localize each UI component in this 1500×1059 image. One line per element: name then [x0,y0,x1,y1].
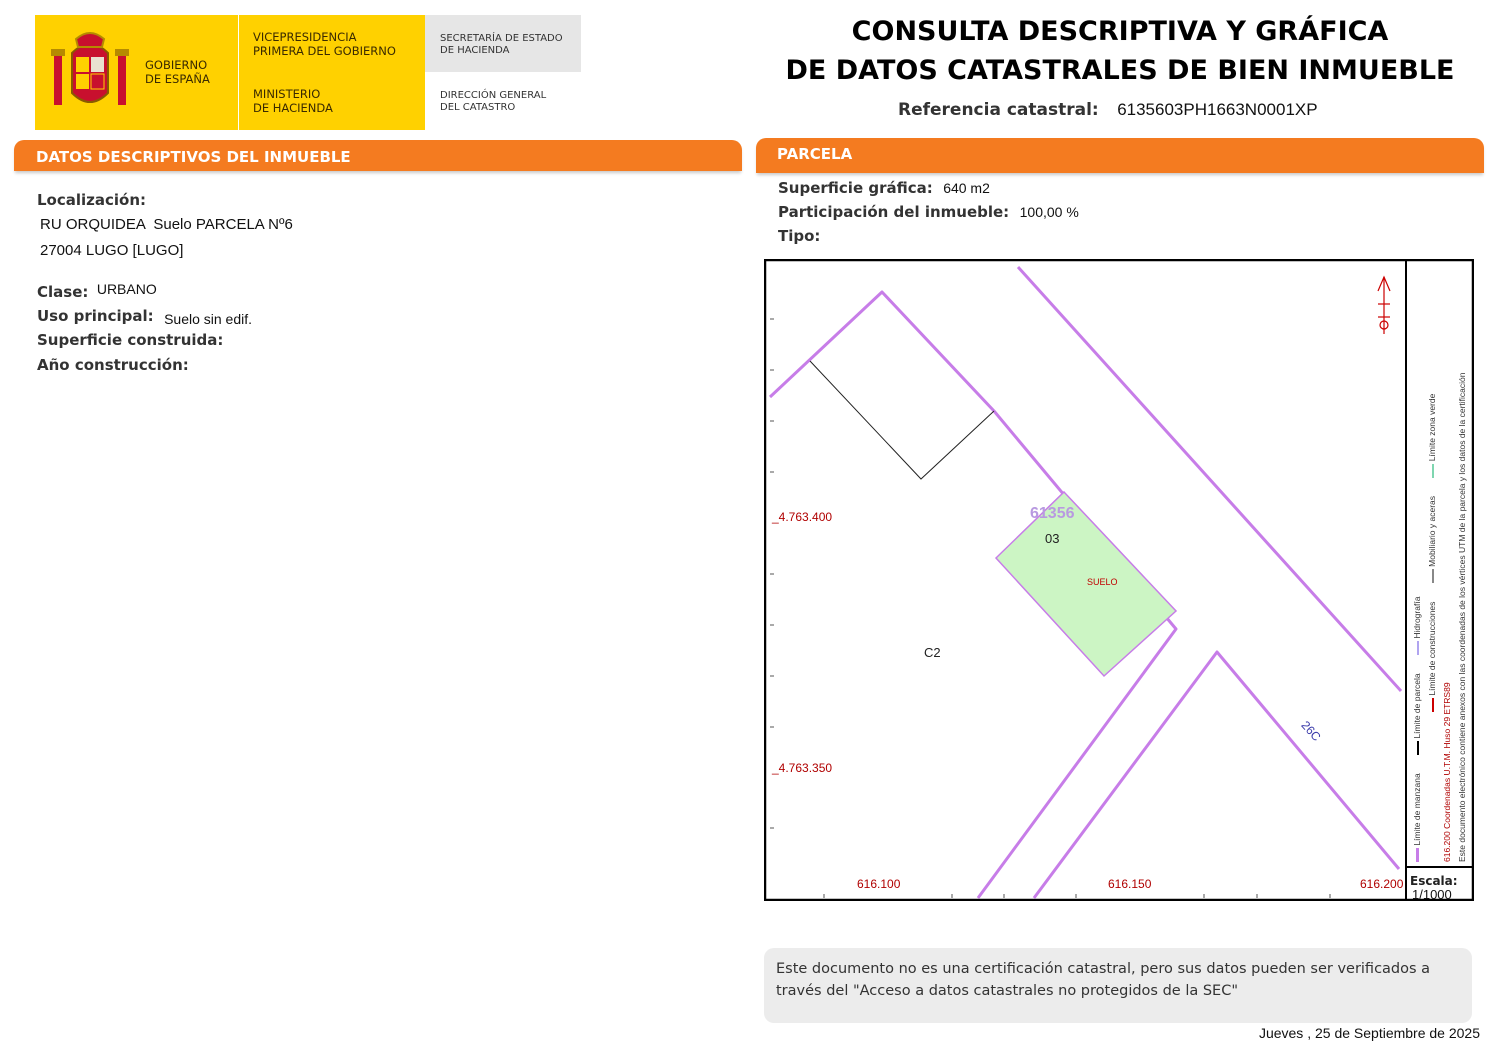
parcela-band [756,138,1484,173]
legend-coords: 616.200 Coordenadas U.T.M. Huso 29 ETRS89 [1442,682,1452,862]
legend-note: Este documento electrónico contiene anexos con las coordenadas de los vértices UTM de la parcela y los datos de la certificación [1457,372,1467,862]
datos-descriptivos-band [14,140,742,171]
referencia-row [898,100,1318,120]
verification-note [764,948,1472,1023]
vicepresidencia-line1: VICEPRESIDENCIA [253,30,357,44]
direccion-line1: RU ORQUIDEA Suelo PARCELA Nº6 [40,216,293,233]
participacion-label: Participación del inmueble: [778,203,1010,221]
y-coord-1: _4.763.400 [772,510,833,524]
uso-row [37,307,252,326]
superficie-grafica-value: 640 m2 [943,180,990,196]
anio-construccion-label: Año construcción: [37,356,189,374]
map-legend [1407,259,1473,866]
legend-rotated [1410,262,1470,862]
secretaria-line1: SECRETARÍA DE ESTADO [440,33,563,44]
clase-row [37,283,157,302]
direccion-line2: DEL CATASTRO [440,102,516,113]
legend-zona-verde: Límite zona verde [1427,393,1437,462]
legend-row-4 [1455,262,1470,862]
page-title-line2: DE DATOS CATASTRALES DE BIEN INMUEBLE [785,55,1455,86]
coat-of-arms-icon [46,27,134,115]
verification-note-line2: través del "Acceso a datos catastrales no protegidos de la SEC" [776,983,1239,999]
escala-value: 1/1000 [1412,887,1452,902]
legend-mobiliario: Mobiliario y aceras [1427,495,1437,567]
y-coord-2: _4.763.350 [772,761,833,775]
legend-manzana: Límite de manzana [1412,773,1422,846]
x-coord-3: 616.200 [1360,877,1404,891]
referencia-value: 6135603PH1663N0001XP [1117,100,1318,119]
participacion-row [778,203,1079,222]
ministerio-text [253,87,333,115]
uso-label: Uso principal: [37,307,154,325]
datos-descriptivos-title: DATOS DESCRIPTIVOS DEL INMUEBLE [36,148,351,166]
legend-row-1 [1410,262,1425,862]
superficie-grafica-row [778,179,990,198]
verification-note-line1: Este documento no es una certificación catastral, pero sus datos pueden ser verificados a [776,961,1431,977]
x-coord-1: 616.100 [857,877,901,891]
parcela-title: PARCELA [777,145,853,163]
legend-construcciones: Límite de construcciones [1427,601,1437,696]
tipo-label: Tipo: [778,227,821,245]
block-label: C2 [924,645,941,660]
street-number-label: 26C [1298,718,1324,744]
x-coord-2: 616.150 [1108,877,1152,891]
vicepresidencia-text [253,30,396,58]
clase-value: URBANO [96,281,157,297]
gobierno-line1: GOBIERNO [145,58,208,72]
superficie-construida-label: Superficie construida: [37,331,224,349]
parcel-number-label: 61356 [1030,505,1075,522]
superficie-grafica-label: Superficie gráfica: [778,179,933,197]
document-date: Jueves , 25 de Septiembre de 2025 [1258,1025,1480,1041]
secretaria-text [440,33,563,57]
legend-parcela: Límite de parcela [1412,673,1422,739]
vicepresidencia-line2: PRIMERA DEL GOBIERNO [253,44,396,58]
cadastral-map [764,259,1474,901]
uso-value: Suelo sin edif. [164,311,253,327]
legend-hidrografia: Hidrografía [1412,596,1422,639]
direccion-line2: 27004 LUGO [LUGO] [40,242,184,259]
localizacion-label: Localización: [37,191,147,209]
parcel-use-label: SUELO [1087,577,1118,587]
ministerio-line2: DE HACIENDA [253,101,333,115]
direccion-line1: DIRECCIÓN GENERAL [440,90,547,101]
participacion-value: 100,00 % [1019,204,1079,220]
legend-row-2 [1425,262,1440,712]
referencia-label: Referencia catastral: [898,100,1099,120]
page-title-line1: CONSULTA DESCRIPTIVA Y GRÁFICA [851,16,1389,47]
parcel-sub-label: 03 [1045,531,1060,546]
gobierno-text [145,58,235,86]
direccion-text [440,90,546,114]
gobierno-line2: DE ESPAÑA [145,72,210,86]
legend-row-3 [1440,262,1455,862]
secretaria-line2: DE HACIENDA [440,45,510,56]
clase-label: Clase: [37,283,89,301]
ministerio-line1: MINISTERIO [253,87,321,101]
escala-label: Escala: [1410,874,1458,888]
